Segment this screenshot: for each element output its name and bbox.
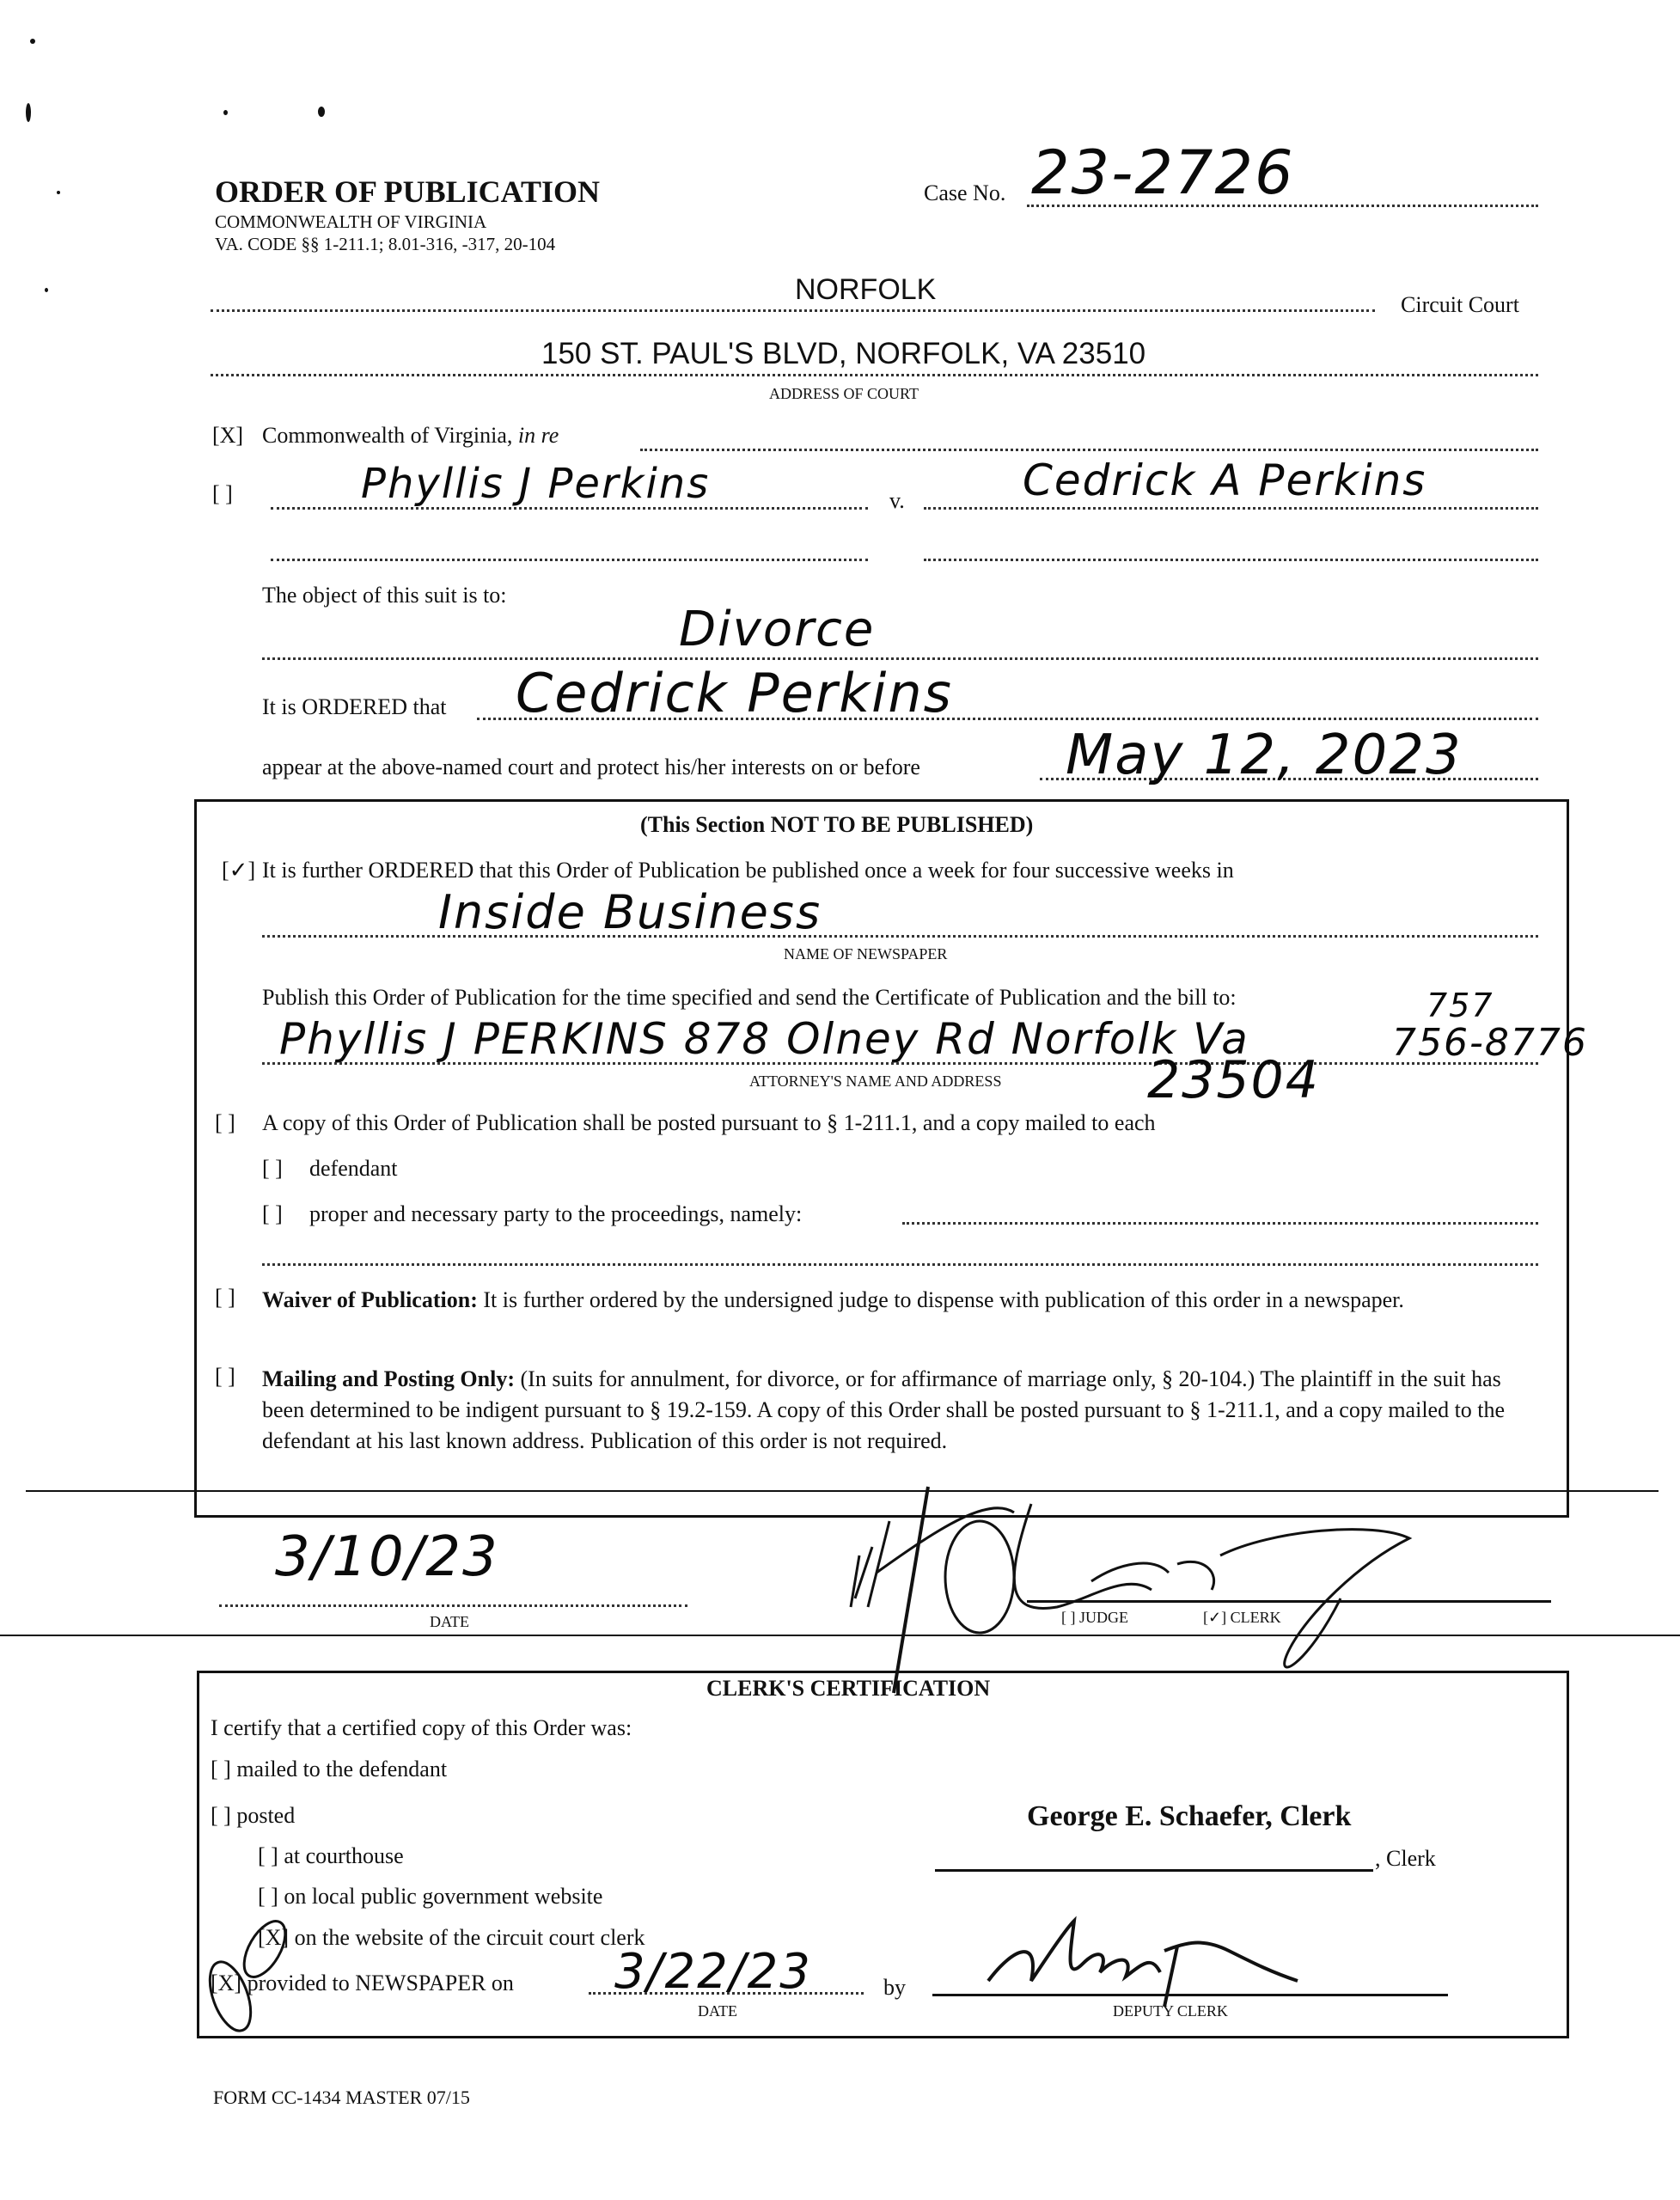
- attorney-address[interactable]: Phyllis J PERKINS 878 Olney Rd Norfolk Va: [279, 1014, 1249, 1064]
- commonwealth-checkbox[interactable]: [X]: [212, 423, 244, 448]
- attorney-caption: ATTORNEY'S NAME AND ADDRESS: [749, 1072, 1002, 1090]
- scan-speck: [45, 288, 48, 292]
- party-checkbox[interactable]: [ ]: [262, 1201, 283, 1226]
- appear-date[interactable]: May 12, 2023: [1066, 724, 1463, 787]
- cert-item-mailed: [211, 1757, 447, 1782]
- court-address-line: [211, 374, 1538, 376]
- party-line-2: [262, 1263, 1538, 1266]
- scan-speck: [318, 107, 325, 117]
- waiver-title: Waiver of Publication:: [262, 1287, 478, 1312]
- attorney-phone-area[interactable]: 757: [1426, 987, 1494, 1024]
- circle-mark-icon: [196, 1915, 290, 2039]
- clerk-suffix: , Clerk: [1375, 1846, 1436, 1871]
- signature-date-caption: DATE: [430, 1613, 469, 1630]
- commonwealth-label: [262, 423, 559, 449]
- defendant-label: defendant: [309, 1156, 398, 1181]
- defendant-line: [924, 507, 1538, 510]
- form-subtitle: COMMONWEALTH OF VIRGINIA: [215, 211, 487, 232]
- by-label: by: [883, 1975, 906, 2000]
- judge-signature-line: [1027, 1600, 1551, 1603]
- versus-label: v.: [889, 488, 905, 513]
- scan-speck: [26, 103, 31, 122]
- object-label: The object of this suit is to:: [262, 583, 507, 608]
- clerk-name: George E. Schaefer, Clerk: [1027, 1800, 1352, 1832]
- cert-posted-checkbox[interactable]: [ ]: [211, 1803, 231, 1828]
- clerk-label: CLERK: [1230, 1609, 1281, 1626]
- scan-speck: [57, 191, 60, 194]
- deputy-clerk-signature[interactable]: [980, 1912, 1341, 2007]
- newspaper-line: [262, 935, 1538, 938]
- defendant-checkbox[interactable]: [ ]: [262, 1156, 283, 1181]
- form-code: VA. CODE §§ 1-211.1; 8.01-316, -317, 20-104: [215, 234, 556, 254]
- cert-clerk-website-checkbox[interactable]: [X]: [258, 1925, 290, 1950]
- deputy-clerk-caption: DEPUTY CLERK: [1113, 2002, 1228, 2020]
- judge-signature[interactable]: [808, 1478, 1444, 1702]
- newspaper-date[interactable]: 3/22/23: [614, 1944, 812, 2000]
- waiver-text: It is further ordered by the undersigned judge to dispense with publication of this order in a newspaper.: [483, 1287, 1404, 1312]
- mailing-checkbox[interactable]: [ ]: [215, 1364, 235, 1389]
- case-number-value[interactable]: 23-2726: [1031, 138, 1295, 208]
- cert-item-courthouse: [258, 1843, 404, 1869]
- clerk-checkbox[interactable]: [✓]: [1203, 1609, 1227, 1626]
- signature-date[interactable]: 3/10/23: [275, 1525, 499, 1589]
- object-value[interactable]: Divorce: [679, 602, 876, 657]
- cert-item-clerk-website: [258, 1925, 645, 1951]
- cert-posted-label: posted: [236, 1803, 296, 1828]
- form-title: ORDER OF PUBLICATION: [215, 174, 601, 209]
- deputy-clerk-line: [932, 1994, 1448, 1996]
- clerk-option: [1203, 1609, 1281, 1627]
- judge-label: JUDGE: [1079, 1609, 1128, 1626]
- publish-text: It is further ORDERED that this Order of Publication be published once a week for four successive weeks in: [262, 858, 1234, 883]
- cert-item-posted: [211, 1803, 295, 1829]
- party-line: [902, 1222, 1538, 1225]
- court-address-caption: ADDRESS OF COURT: [769, 385, 919, 402]
- mailing-title: Mailing and Posting Only:: [262, 1366, 515, 1391]
- not-published-heading: (This Section NOT TO BE PUBLISHED): [640, 812, 1034, 837]
- cert-courthouse-checkbox[interactable]: [ ]: [258, 1843, 278, 1868]
- newspaper-date-caption: DATE: [698, 2002, 737, 2020]
- second-party-checkbox[interactable]: [ ]: [212, 481, 233, 506]
- attorney-zip[interactable]: 23504: [1147, 1050, 1320, 1110]
- ordered-label: It is ORDERED that: [262, 694, 447, 719]
- judge-checkbox[interactable]: [ ]: [1061, 1609, 1076, 1626]
- clerk-cert-heading: CLERK'S CERTIFICATION: [706, 1676, 991, 1701]
- cert-newspaper-checkbox[interactable]: [X]: [211, 1971, 242, 1995]
- party-label: proper and necessary party to the proceedings, namely:: [309, 1201, 803, 1226]
- mailing-text: (In suits for annulment, for divorce, or for affirmance of marriage only, § 20-104.) The plaintiff in the suit has been determined to be indigent pursuant to § 19.2-159. A copy of this Order shall be posted pursuant to § 1-211.1, and a copy mailed to the defendant at his last known address. Publication of this order is not required.: [262, 1366, 1506, 1453]
- publish-checkbox[interactable]: [✓]: [222, 858, 256, 883]
- waiver-checkbox[interactable]: [ ]: [215, 1285, 235, 1310]
- newspaper-caption: NAME OF NEWSPAPER: [784, 945, 948, 962]
- waiver-block: [262, 1285, 1534, 1316]
- plaintiff-name[interactable]: Phyllis J Perkins: [361, 460, 711, 508]
- case-number-label: Case No.: [924, 180, 1006, 205]
- posted-text: A copy of this Order of Publication shall be posted pursuant to § 1-211.1, and a copy mailed to each: [262, 1110, 1156, 1135]
- ordered-party[interactable]: Cedrick Perkins: [516, 662, 953, 724]
- clerk-signature-line: [935, 1869, 1373, 1872]
- court-name[interactable]: NORFOLK: [795, 273, 937, 306]
- commonwealth-text: Commonwealth of Virginia,: [262, 423, 513, 448]
- scan-speck: [223, 110, 228, 115]
- cert-newspaper-label: provided to NEWSPAPER on: [247, 1971, 514, 1995]
- attorney-line: [262, 1062, 1538, 1065]
- court-address[interactable]: 150 ST. PAUL'S BLVD, NORFOLK, VA 23510: [541, 337, 1146, 370]
- cert-courthouse-label: at courthouse: [284, 1843, 404, 1868]
- in-re-line: [640, 449, 1538, 451]
- object-line: [262, 657, 1538, 660]
- posted-checkbox[interactable]: [ ]: [215, 1110, 235, 1135]
- form-id: FORM CC-1434 MASTER 07/15: [213, 2087, 470, 2108]
- court-suffix: Circuit Court: [1401, 292, 1519, 317]
- cert-mailed-checkbox[interactable]: [ ]: [211, 1757, 231, 1781]
- cert-gov-website-label: on local public government website: [284, 1884, 603, 1909]
- defendant-line-2: [924, 559, 1538, 561]
- signature-date-line: [219, 1604, 687, 1607]
- cert-gov-website-checkbox[interactable]: [ ]: [258, 1884, 278, 1909]
- judge-option: [1061, 1609, 1128, 1627]
- cert-item-gov-website: [258, 1884, 602, 1910]
- plaintiff-line-2: [271, 559, 868, 561]
- newspaper-name[interactable]: Inside Business: [438, 885, 822, 939]
- clerk-cert-intro: I certify that a certified copy of this Order was:: [211, 1715, 632, 1740]
- bill-text: Publish this Order of Publication for the time specified and send the Certificate of Publication and the bill to:: [262, 985, 1237, 1010]
- cert-mailed-label: mailed to the defendant: [236, 1757, 448, 1781]
- appear-label: appear at the above-named court and protect his/her interests on or before: [262, 755, 920, 779]
- attorney-phone[interactable]: 756-8776: [1392, 1021, 1588, 1065]
- cert-clerk-website-label: on the website of the circuit court clerk: [294, 1925, 645, 1950]
- defendant-name[interactable]: Cedrick A Perkins: [1023, 455, 1427, 505]
- scan-speck: [30, 39, 35, 44]
- mailing-block: [262, 1364, 1525, 1457]
- in-re-text: in re: [517, 423, 559, 448]
- court-name-line: [211, 309, 1375, 312]
